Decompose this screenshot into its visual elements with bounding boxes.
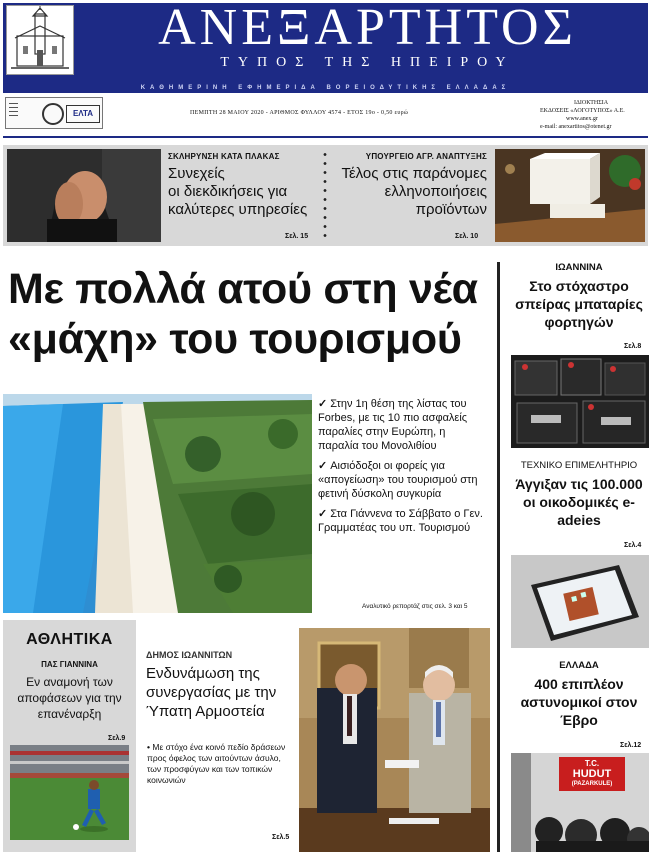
teaser-2-headline-2: ελληνοποιήσεις [384, 183, 487, 200]
sidebar-1-page: Σελ.8 [624, 343, 642, 350]
sports-title[interactable]: ΑΘΛΗΤΙΚΑ [26, 631, 113, 648]
publisher-logos [5, 97, 103, 129]
teaser-2[interactable] [332, 152, 487, 219]
sidebar-3-page: Σελ.12 [620, 742, 642, 749]
teaser-2-kicker: ΥΠΟΥΡΓΕΙΟ ΑΓΡ. ΑΝΑΠΤΥΞΗΣ [365, 152, 487, 161]
newspaper-subtitle: ΤΥΠΟΣ ΤΗΣ ΗΠΕΙΡΟΥ [220, 55, 515, 70]
sidebar-2-kicker: ΤΕΧΝΙΚΟ ΕΠΙΜΕΛΗΤΗΡΙΟ [520, 460, 638, 471]
sidebar-photo-tablet[interactable] [511, 555, 649, 648]
main-headline-line-1: Με πολλά ατού στη νέα [8, 265, 478, 313]
teaser-photo-hands[interactable] [7, 149, 161, 242]
sports-page: Σελ.9 [108, 735, 126, 742]
sidebar-story-2[interactable] [509, 460, 649, 529]
publisher-info [540, 99, 650, 131]
dimos-photo-meeting[interactable] [299, 628, 490, 852]
owner-label: ΙΔΙΟΚΤΗΣΙΑ [574, 100, 609, 106]
border-sign-line-1: T.C. [584, 759, 600, 768]
teaser-1-page: Σελ. 15 [285, 233, 309, 240]
sidebar-1-headline: Στο στόχαστρο σπείρας μπαταρίες φορτηγών [515, 278, 643, 330]
teaser-2-headline-1: Τέλος στις παράνομες [341, 165, 487, 182]
teaser-2-headline-3: προϊόντων [415, 201, 487, 218]
bullet-optimism[interactable]: ✓ Αισιόδοξοι οι φορείς για «απογείωση» του τουρισμού στη φετινή δύσκολη συγκυρία [318, 459, 488, 501]
dimos-kicker: ΔΗΜΟΣ ΙΩΑΝΝΙΤΩΝ [146, 650, 233, 660]
sports-headline[interactable]: Εν αναμονή των αποφάσεων για την επανέναρξη [17, 675, 122, 721]
teaser-1-kicker: ΣΚΛΗΡΥΝΣΗ ΚΑΤΑ ΠΛΑΚΑΣ [168, 152, 280, 161]
main-photo-beach[interactable] [3, 394, 312, 613]
masthead-logo [6, 5, 74, 75]
email[interactable]: e-mail: anexartitos@otenet.gr [540, 124, 612, 130]
sidebar-3-kicker: ΕΛΛΑΔΑ [559, 660, 599, 671]
sidebar-story-3[interactable] [509, 660, 649, 729]
teaser-1-headline-2: οι διεκδικήσεις για [168, 183, 288, 200]
main-bullets [318, 397, 488, 541]
column-divider [497, 262, 500, 852]
divider [3, 136, 648, 138]
main-headline-line-2: «μάχη» του τουρισμού [8, 315, 462, 363]
teaser-1-headline-3: καλύτερες υπηρεσίες [168, 201, 308, 218]
sports-photo-football[interactable] [10, 745, 129, 840]
newspaper-title: ΑΝΕΞΑΡΤΗΤΟΣ [158, 0, 577, 56]
border-sign-line-3: (PAZARKULE) [571, 781, 613, 787]
bullet-forbes[interactable]: ✓ Στην 1η θέση της λίστας του Forbes, με τις 10 πιο ασφαλείς παραλίες στην Ευρώπη, η παραλία του Μονολιθίου [318, 397, 488, 453]
full-report-ref: Αναλυτικό ρεπορτάζ στις σελ. 3 και 5 [362, 603, 468, 610]
owner: ΕΚΔΟΣΕΙΣ «ΛΟΓΟΤΥΠΟΣ» Α.Ε. [540, 108, 625, 114]
masthead-strip: ΚΑΘΗΜΕΡΙΝΗ ΕΦΗΜΕΡΙΔΑ ΒΟΡΕΙΟΔΥΤΙΚΗΣ ΕΛΛΑΔΑΣ [3, 83, 648, 93]
dimos-text-body: Με στόχο ένα κοινό πεδίο δράσεων προς όφελος των αιτούντων άσυλο, των προσφύγων και των τοπικών κοινωνιών [147, 742, 286, 785]
elta-logo: ΕΛΤΑ [66, 105, 100, 123]
sidebar-3-headline: 400 επιπλέον αστυνομικοί στον Έβρο [520, 676, 638, 728]
sidebar-photo-batteries[interactable] [511, 355, 649, 448]
sports-kicker: ΠΑΣ ΓΙΑΝΝΙΝΑ [41, 660, 98, 669]
dimos-page: Σελ.5 [272, 834, 290, 841]
main-headline[interactable] [8, 264, 492, 364]
fine-print-box: ▬▬▬ ▬▬▬ ▬▬▬ ▬▬▬ [9, 101, 18, 117]
teaser-1-headline-1: Συνεχείς [168, 165, 225, 182]
border-sign [559, 759, 625, 789]
teaser-2-page: Σελ. 10 [455, 233, 479, 240]
sidebar-1-kicker: ΙΩΑΝΝΙΝΑ [555, 262, 603, 273]
dotted-divider [323, 150, 327, 242]
sidebar-2-page: Σελ.4 [624, 542, 642, 549]
bullet-secretary[interactable]: ✓ Στα Γιάννενα το Σάββατο ο Γεν. Γραμματέας του υπ. Τουρισμού [318, 507, 488, 535]
bullet-dot: • [147, 742, 150, 752]
dimos-headline[interactable]: Ενδυνάμωση της συνεργασίας με την Ύπατη Αρμοστεία [146, 665, 277, 720]
sidebar-story-1[interactable] [509, 262, 649, 331]
seal-icon [42, 103, 64, 125]
sidebar-photo-evros[interactable] [511, 753, 649, 852]
border-sign-line-2: HUDUT [572, 768, 612, 780]
teaser-1[interactable] [168, 152, 307, 219]
website[interactable]: www.anex.gr [566, 116, 598, 122]
sidebar-2-headline: Άγγιξαν τις 100.000 οι οικοδομικές e-adeies [515, 476, 643, 528]
issue-line: ΠΕΜΠΤΗ 28 ΜΑΙΟΥ 2020 - ΑΡΙΘΜΟΣ ΦΥΛΛΟΥ 4574 - ΕΤΟΣ 19ο - 0,50 ευρώ [190, 110, 409, 116]
dimos-text [147, 742, 297, 786]
teaser-photo-feta[interactable] [495, 149, 645, 242]
church-icon [7, 6, 73, 74]
